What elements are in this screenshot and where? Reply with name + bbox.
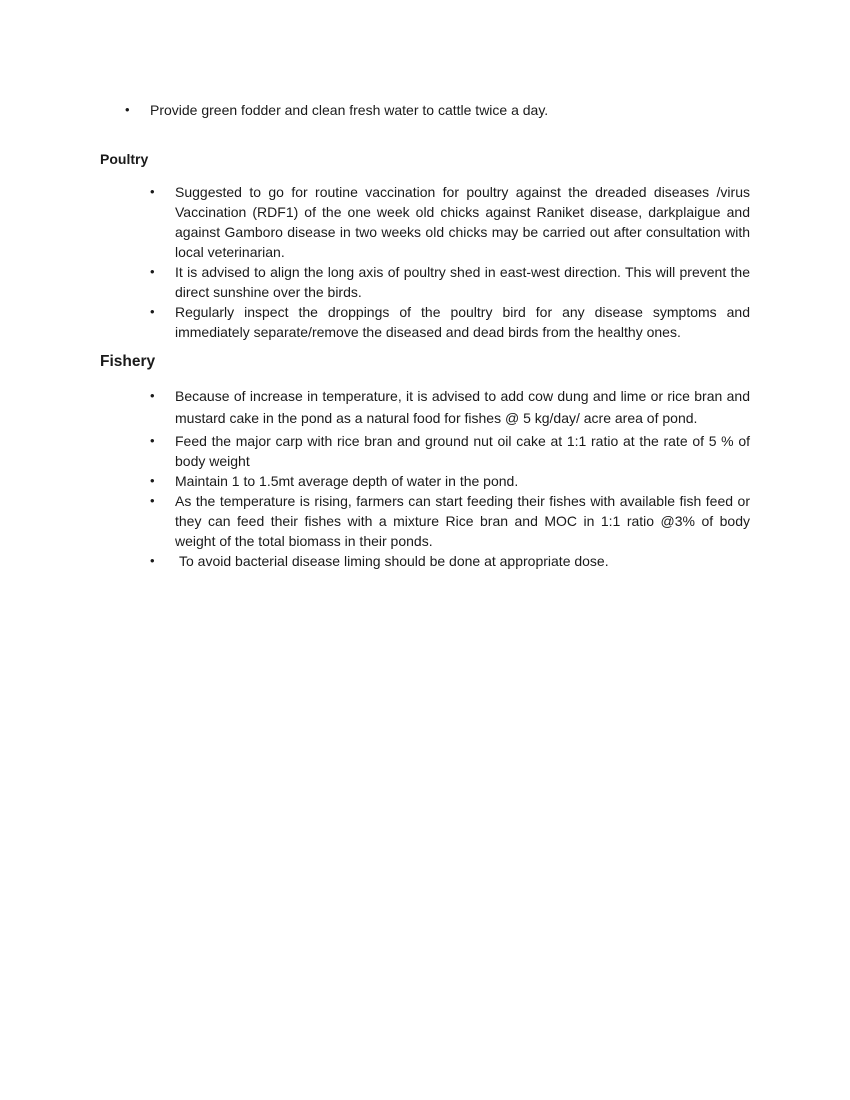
bullet-icon: • bbox=[150, 184, 155, 199]
list-item bbox=[150, 491, 750, 551]
list-item bbox=[125, 100, 765, 120]
list-item bbox=[150, 302, 750, 342]
fishery-heading: Fishery bbox=[100, 353, 156, 370]
list-item bbox=[150, 385, 750, 429]
list-item bbox=[150, 262, 750, 302]
bullet-icon: • bbox=[150, 473, 155, 488]
bullet-icon: • bbox=[150, 264, 155, 279]
list-item-text: To avoid bacterial disease liming should be done at appropriate dose. bbox=[179, 553, 609, 569]
poultry-heading: Poultry bbox=[100, 151, 149, 167]
list-item bbox=[150, 551, 750, 571]
cattle-list bbox=[125, 100, 765, 120]
bullet-icon: • bbox=[150, 493, 155, 508]
list-item bbox=[150, 471, 750, 491]
list-item-text: Maintain 1 to 1.5mt average depth of water in the pond. bbox=[175, 473, 519, 489]
list-item-text: As the temperature is rising, farmers can start feeding their fishes with available fish feed or they can feed their fishes with a mixture Rice bran and MOC in 1:1 ratio @3% of body weight of the total biomass in their ponds. bbox=[175, 493, 750, 549]
list-item-text: It is advised to align the long axis of poultry shed in east-west direction. This will prevent the direct sunshine over the birds. bbox=[175, 264, 750, 300]
list-item-text: Provide green fodder and clean fresh water to cattle twice a day. bbox=[150, 102, 549, 118]
bullet-icon: • bbox=[150, 388, 155, 403]
list-item-text: Feed the major carp with rice bran and ground nut oil cake at 1:1 ratio at the rate of 5 % of body weight bbox=[175, 433, 750, 469]
list-item-text: Regularly inspect the droppings of the poultry bird for any disease symptoms and immediately separate/remove the diseased and dead birds from the healthy ones. bbox=[175, 304, 750, 340]
bullet-icon: • bbox=[150, 553, 155, 568]
fishery-list bbox=[150, 385, 750, 571]
bullet-icon: • bbox=[150, 433, 155, 448]
list-item-text: Suggested to go for routine vaccination for poultry against the dreaded diseases /virus Vaccination (RDF1) of the one week old chicks against Raniket disease, darkplaigue and against Gamboro disease in two weeks old chicks may be carried out after consultation with local veterinarian. bbox=[175, 184, 750, 260]
list-item bbox=[150, 182, 750, 262]
list-item bbox=[150, 431, 750, 471]
bullet-icon: • bbox=[125, 102, 130, 117]
bullet-icon: • bbox=[150, 304, 155, 319]
poultry-list bbox=[150, 182, 750, 342]
list-item-text: Because of increase in temperature, it is advised to add cow dung and lime or rice bran and mustard cake in the pond as a natural food for fishes @ 5 kg/day/ acre area of pond. bbox=[175, 388, 750, 426]
